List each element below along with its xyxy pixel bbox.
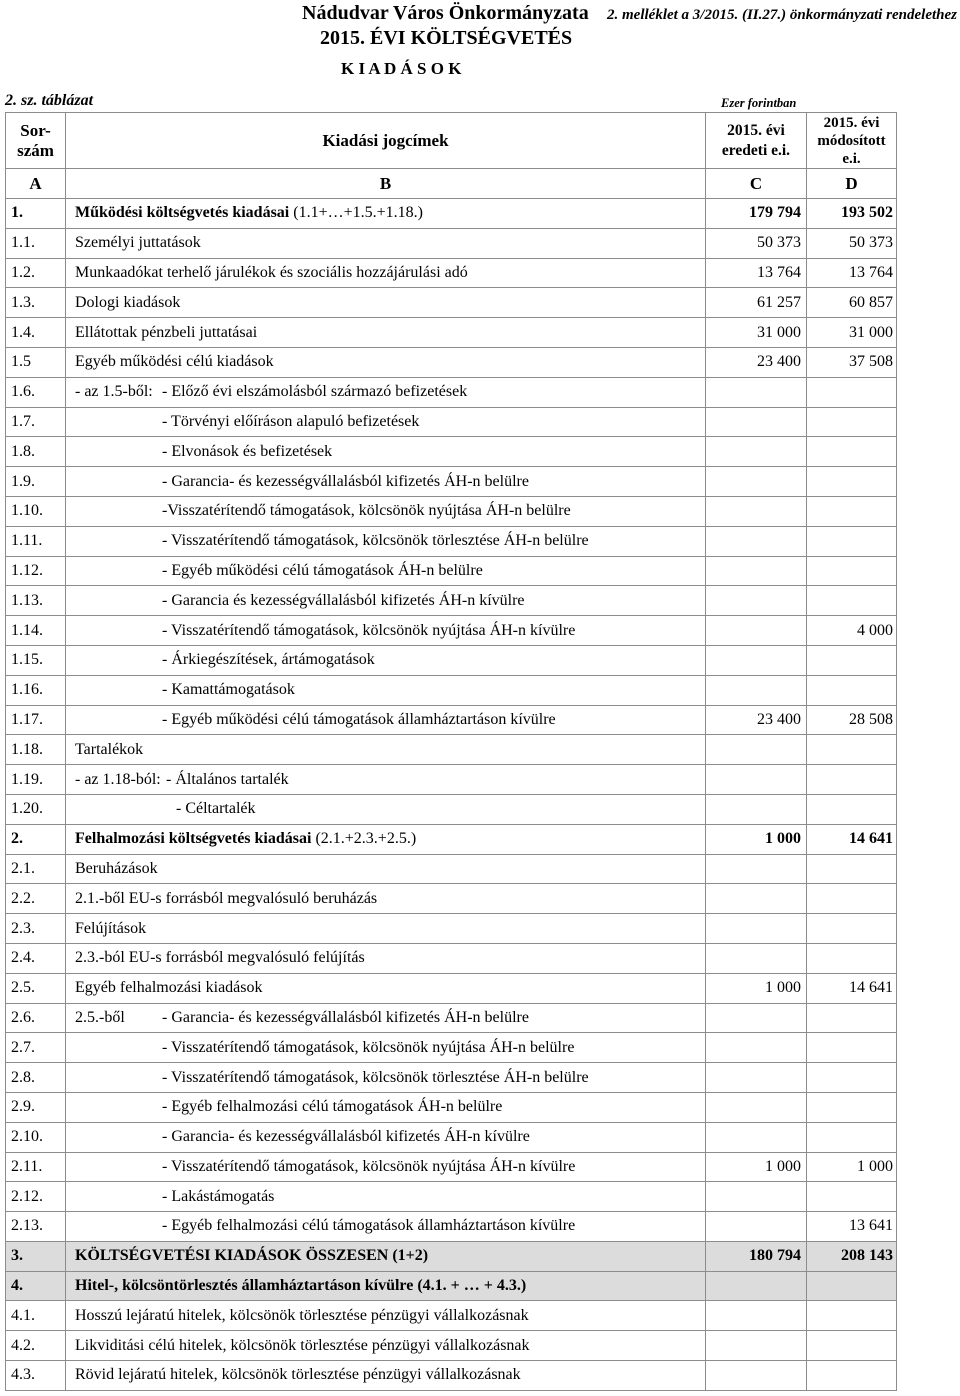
row-number: 2.3.: [6, 914, 66, 944]
row-title: [66, 377, 706, 407]
modified-estimate: 13 641: [807, 1212, 897, 1242]
row-number: 1.5: [6, 347, 66, 377]
modified-estimate: [807, 943, 897, 973]
header-line: Sor-: [20, 120, 51, 140]
table-row: [6, 526, 897, 556]
row-formula: (1.1+…+1.5.+1.18.): [293, 204, 423, 222]
budget-title: 2015. ÉVI KÖLTSÉGVETÉS: [320, 27, 573, 49]
table-row: [6, 1122, 897, 1152]
original-estimate: [706, 1331, 807, 1361]
original-estimate: 61 257: [706, 288, 807, 318]
column-header-original: [706, 113, 807, 169]
row-label: - Általános tartalék: [166, 770, 289, 788]
table-row: [6, 675, 897, 705]
row-label: Működési költségvetés kiadásai: [75, 204, 290, 222]
row-label: - Visszatérítendő támogatások, kölcsönök törlesztése ÁH-n belülre: [66, 526, 706, 556]
modified-estimate: [807, 675, 897, 705]
original-estimate: [706, 377, 807, 407]
modified-estimate: 50 373: [807, 228, 897, 258]
original-estimate: 50 373: [706, 228, 807, 258]
table-row: [6, 318, 897, 348]
column-letter: D: [807, 169, 897, 199]
modified-estimate: [807, 645, 897, 675]
header-line: szám: [17, 140, 54, 160]
row-number: 1.16.: [6, 675, 66, 705]
row-label: - Garancia és kezességvállalásból kifizetés ÁH-n kívülre: [66, 586, 706, 616]
expenditure-table: [5, 112, 897, 1391]
table-row: [6, 943, 897, 973]
original-estimate: 1 000: [706, 1152, 807, 1182]
original-estimate: 31 000: [706, 318, 807, 348]
table-row: [6, 1092, 897, 1122]
row-number: 1.2.: [6, 258, 66, 288]
row-number: 2.10.: [6, 1122, 66, 1152]
original-estimate: [706, 616, 807, 646]
modified-estimate: [807, 794, 897, 824]
modified-estimate: [807, 377, 897, 407]
modified-estimate: 14 641: [807, 824, 897, 854]
modified-estimate: [807, 735, 897, 765]
row-label: KÖLTSÉGVETÉSI KIADÁSOK ÖSSZESEN (1+2): [66, 1241, 706, 1271]
modified-estimate: [807, 1361, 897, 1391]
original-estimate: [706, 765, 807, 795]
modified-estimate: [807, 1033, 897, 1063]
original-estimate: [706, 586, 807, 616]
original-estimate: [706, 735, 807, 765]
table-header-row: [6, 113, 897, 169]
original-estimate: [706, 437, 807, 467]
row-number: 2.9.: [6, 1092, 66, 1122]
table-number: 2. sz. táblázat: [5, 92, 94, 109]
row-number: 1.10.: [6, 496, 66, 526]
row-title: [66, 765, 706, 795]
modified-estimate: [807, 496, 897, 526]
column-letter: A: [6, 169, 66, 199]
original-estimate: 23 400: [706, 347, 807, 377]
original-estimate: [706, 645, 807, 675]
table-row: [6, 824, 897, 854]
table-row: [6, 467, 897, 497]
row-label: - Egyéb működési célú támogatások államháztartáson kívülre: [66, 705, 706, 735]
table-row: [6, 973, 897, 1003]
table-row: [6, 1152, 897, 1182]
table-row: [6, 228, 897, 258]
original-estimate: 1 000: [706, 824, 807, 854]
original-estimate: [706, 496, 807, 526]
row-label: Dologi kiadások: [66, 288, 706, 318]
original-estimate: [706, 1182, 807, 1212]
row-number: 4.: [6, 1271, 66, 1301]
row-label: - Lakástámogatás: [66, 1182, 706, 1212]
row-number: 2.12.: [6, 1182, 66, 1212]
row-number: 1.15.: [6, 645, 66, 675]
modified-estimate: [807, 1063, 897, 1093]
column-letter: B: [66, 169, 706, 199]
row-label: Ellátottak pénzbeli juttatásai: [66, 318, 706, 348]
table-row-total: [6, 1271, 897, 1301]
row-label: - Visszatérítendő támogatások, kölcsönök nyújtása ÁH-n belülre: [66, 1033, 706, 1063]
modified-estimate: 208 143: [807, 1241, 897, 1271]
original-estimate: [706, 1212, 807, 1242]
modified-estimate: [807, 467, 897, 497]
modified-estimate: 193 502: [807, 199, 897, 229]
row-label: -Visszatérítendő támogatások, kölcsönök nyújtása ÁH-n belülre: [66, 496, 706, 526]
table-row: [6, 1003, 897, 1033]
row-label: - Céltartalék: [66, 794, 706, 824]
header-line: e.i.: [842, 150, 861, 167]
table-row: [6, 586, 897, 616]
row-number: 1.: [6, 199, 66, 229]
header-line: eredeti e.i.: [721, 141, 791, 159]
table-row: [6, 1063, 897, 1093]
row-formula: (2.1.+2.3.+2.5.): [315, 830, 417, 848]
unit-label: Ezer forintban: [721, 96, 797, 110]
row-title: [66, 199, 706, 229]
modified-estimate: 31 000: [807, 318, 897, 348]
row-number: 1.18.: [6, 735, 66, 765]
row-title: [66, 824, 706, 854]
original-estimate: [706, 1271, 807, 1301]
original-estimate: [706, 526, 807, 556]
original-estimate: 23 400: [706, 705, 807, 735]
original-estimate: [706, 675, 807, 705]
original-estimate: [706, 794, 807, 824]
row-label: Rövid lejáratú hitelek, kölcsönök törlesztése pénzügyi vállalkozásnak: [66, 1361, 706, 1391]
row-label: Hitel-, kölcsöntörlesztés államháztartáson kívülre (4.1. + … + 4.3.): [66, 1271, 706, 1301]
original-estimate: [706, 407, 807, 437]
row-number: 2.2.: [6, 884, 66, 914]
row-number: 1.20.: [6, 794, 66, 824]
original-estimate: [706, 1122, 807, 1152]
original-estimate: 1 000: [706, 973, 807, 1003]
modified-estimate: 60 857: [807, 288, 897, 318]
original-estimate: [706, 1003, 807, 1033]
table-row: [6, 496, 897, 526]
original-estimate: [706, 854, 807, 884]
row-title: [66, 1003, 706, 1033]
modified-estimate: 28 508: [807, 705, 897, 735]
modified-estimate: [807, 914, 897, 944]
header-line: 2015. évi: [727, 121, 785, 139]
header-line: 2015. évi: [823, 114, 880, 131]
table-row: [6, 1301, 897, 1331]
table-row: [6, 1331, 897, 1361]
row-number: 2.7.: [6, 1033, 66, 1063]
original-estimate: 13 764: [706, 258, 807, 288]
table-row: [6, 437, 897, 467]
row-label: - Egyéb felhalmozási célú támogatások ÁH-n belülre: [66, 1092, 706, 1122]
original-estimate: [706, 1301, 807, 1331]
table-row: [6, 288, 897, 318]
modified-estimate: [807, 1092, 897, 1122]
table-row-total: [6, 1241, 897, 1271]
row-number: 1.9.: [6, 467, 66, 497]
row-number: 1.7.: [6, 407, 66, 437]
row-label: - Garancia- és kezességvállalásból kifizetés ÁH-n belülre: [162, 1008, 529, 1026]
modified-estimate: [807, 1271, 897, 1301]
modified-estimate: [807, 1003, 897, 1033]
modified-estimate: [807, 556, 897, 586]
column-letter: C: [706, 169, 807, 199]
row-number: 1.11.: [6, 526, 66, 556]
row-number: 2.11.: [6, 1152, 66, 1182]
row-prefix: - az 1.5-ből:: [75, 383, 153, 401]
row-label: Egyéb felhalmozási kiadások: [66, 973, 706, 1003]
original-estimate: 179 794: [706, 199, 807, 229]
table-row: [6, 645, 897, 675]
row-number: 1.1.: [6, 228, 66, 258]
row-number: 1.12.: [6, 556, 66, 586]
row-number: 2.: [6, 824, 66, 854]
modified-estimate: [807, 854, 897, 884]
row-label: - Visszatérítendő támogatások, kölcsönök nyújtása ÁH-n kívülre: [66, 1152, 706, 1182]
row-number: 1.17.: [6, 705, 66, 735]
table-row: [6, 854, 897, 884]
table-row: [6, 735, 897, 765]
row-label: Beruházások: [66, 854, 706, 884]
row-number: 1.13.: [6, 586, 66, 616]
row-number: 1.3.: [6, 288, 66, 318]
table-row: [6, 199, 897, 229]
table-row: [6, 1182, 897, 1212]
modified-estimate: 14 641: [807, 973, 897, 1003]
row-number: 2.13.: [6, 1212, 66, 1242]
table-row: [6, 616, 897, 646]
modified-estimate: [807, 1301, 897, 1331]
original-estimate: [706, 1033, 807, 1063]
table-row: [6, 794, 897, 824]
row-number: 3.: [6, 1241, 66, 1271]
row-label: Likviditási célú hitelek, kölcsönök törlesztése pénzügyi vállalkozásnak: [66, 1331, 706, 1361]
row-label: Felhalmozási költségvetés kiadásai: [75, 830, 312, 848]
modified-estimate: [807, 1122, 897, 1152]
column-header-number: [6, 113, 66, 169]
column-header-title: Kiadási jogcímek: [66, 113, 706, 169]
table-row: [6, 347, 897, 377]
row-label: 2.3.-ból EU-s forrásból megvalósuló felújítás: [66, 943, 706, 973]
row-label: - Egyéb működési célú támogatások ÁH-n belülre: [66, 556, 706, 586]
row-label: - Garancia- és kezességvállalásból kifizetés ÁH-n belülre: [66, 467, 706, 497]
table-row: [6, 1033, 897, 1063]
table-row: [6, 1361, 897, 1391]
modified-estimate: 13 764: [807, 258, 897, 288]
row-prefix: - az 1.18-ból:: [75, 770, 161, 788]
annex-note: 2. melléklet a 3/2015. (II.27.) önkormányzati rendelethez: [607, 7, 957, 23]
original-estimate: [706, 1361, 807, 1391]
row-label: - Törvényi előíráson alapuló befizetések: [66, 407, 706, 437]
modified-estimate: [807, 526, 897, 556]
row-label: - Elvonások és befizetések: [66, 437, 706, 467]
row-label: - Egyéb felhalmozási célú támogatások államháztartáson kívülre: [66, 1212, 706, 1242]
table-row: [6, 1212, 897, 1242]
row-number: 1.4.: [6, 318, 66, 348]
row-label: Személyi juttatások: [66, 228, 706, 258]
original-estimate: [706, 1063, 807, 1093]
row-label: - Árkiegészítések, ártámogatások: [66, 645, 706, 675]
modified-estimate: [807, 586, 897, 616]
modified-estimate: [807, 437, 897, 467]
row-number: 1.14.: [6, 616, 66, 646]
row-label: - Visszatérítendő támogatások, kölcsönök nyújtása ÁH-n kívülre: [66, 616, 706, 646]
row-number: 1.6.: [6, 377, 66, 407]
table-row: [6, 884, 897, 914]
row-label: 2.1.-ből EU-s forrásból megvalósuló beruházás: [66, 884, 706, 914]
table-row: [6, 556, 897, 586]
row-label: Hosszú lejáratú hitelek, kölcsönök törlesztése pénzügyi vállalkozásnak: [66, 1301, 706, 1331]
row-label: - Előző évi elszámolásból származó befizetések: [162, 383, 468, 401]
row-number: 2.6.: [6, 1003, 66, 1033]
row-prefix: 2.5.-ből: [75, 1008, 125, 1026]
original-estimate: [706, 467, 807, 497]
original-estimate: [706, 1092, 807, 1122]
table-row: [6, 705, 897, 735]
row-label: Tartalékok: [66, 735, 706, 765]
column-letter-row: [6, 169, 897, 199]
row-number: 2.8.: [6, 1063, 66, 1093]
row-label: - Visszatérítendő támogatások, kölcsönök törlesztése ÁH-n belülre: [66, 1063, 706, 1093]
row-number: 4.3.: [6, 1361, 66, 1391]
row-number: 4.2.: [6, 1331, 66, 1361]
row-label: Munkaadókat terhelő járulékok és szociális hozzájárulási adó: [66, 258, 706, 288]
column-header-modified: [807, 113, 897, 169]
modified-estimate: 4 000: [807, 616, 897, 646]
table-row: [6, 258, 897, 288]
original-estimate: [706, 914, 807, 944]
modified-estimate: [807, 1182, 897, 1212]
row-number: 1.8.: [6, 437, 66, 467]
modified-estimate: [807, 1331, 897, 1361]
row-number: 4.1.: [6, 1301, 66, 1331]
original-estimate: [706, 884, 807, 914]
row-number: 2.5.: [6, 973, 66, 1003]
table-row: [6, 407, 897, 437]
section-title: K I A D Á S O K: [341, 59, 462, 78]
municipality-title: Nádudvar Város Önkormányzata: [302, 2, 589, 24]
table-row: [6, 377, 897, 407]
row-label: Egyéb működési célú kiadások: [66, 347, 706, 377]
row-number: 2.4.: [6, 943, 66, 973]
table-row: [6, 914, 897, 944]
table-row: [6, 765, 897, 795]
row-label: - Kamattámogatások: [66, 675, 706, 705]
original-estimate: 180 794: [706, 1241, 807, 1271]
original-estimate: [706, 556, 807, 586]
original-estimate: [706, 943, 807, 973]
modified-estimate: 1 000: [807, 1152, 897, 1182]
modified-estimate: [807, 407, 897, 437]
modified-estimate: [807, 765, 897, 795]
row-label: Felújítások: [66, 914, 706, 944]
row-number: 2.1.: [6, 854, 66, 884]
modified-estimate: [807, 884, 897, 914]
header-line: módosított: [817, 132, 886, 149]
row-label: - Garancia- és kezességvállalásból kifizetés ÁH-n kívülre: [66, 1122, 706, 1152]
row-number: 1.19.: [6, 765, 66, 795]
modified-estimate: 37 508: [807, 347, 897, 377]
